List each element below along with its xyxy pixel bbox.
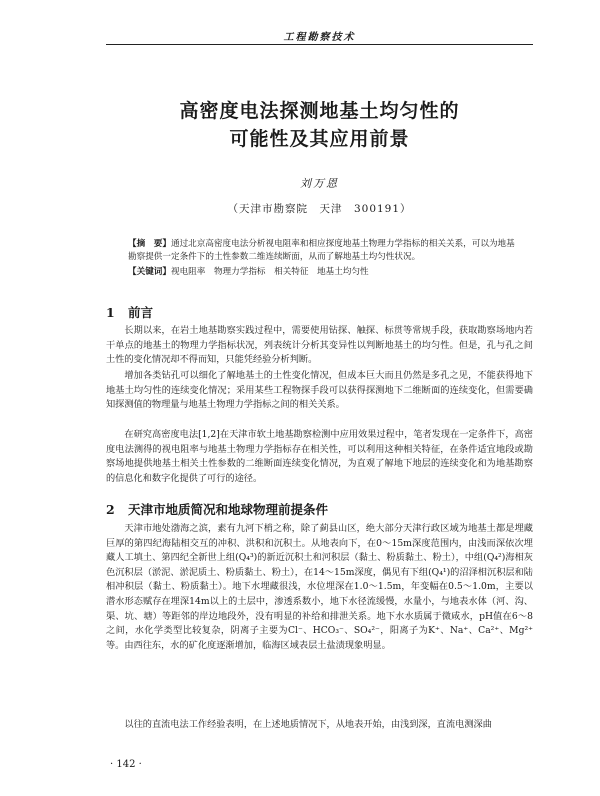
abstract bbox=[128, 238, 520, 264]
section-1-paragraph-3: 在研究高密度电法[1,2]在天津市软土地基勘察检测中应用效果过程中，笔者发现在一定条件下，高密度电法测得的视电阻率与地基土物理力学指标存在相关性，可以利用这种相关特征，在条件适宜地段或勘察场地提供地基土相关土性参数的二维断面连续变化情况，为直观了解地下地层的连续变化和为地基勘察的信息化和数字化提供了可行的途径。 bbox=[106, 429, 533, 484]
section-1-paragraph-2: 增加各类钻孔可以细化了解地基土的土性变化情况，但成本巨大而且仍然是多孔之见，不能获得地下地基土均匀性的连续变化情况；采用某些工程物探手段可以获得探测地下二维断面的连续变化，但需要确知探测值的物理量与地基土物理力学指标之间的相关关系。 bbox=[106, 370, 533, 411]
section-1-heading bbox=[106, 303, 153, 321]
abstract-tag: 【摘 要】 bbox=[128, 239, 171, 249]
section-2-paragraph-1: 天津市地处渤海之滨，素有九河下梢之称，除了蓟县山区，绝大部分天津行政区域为地基土都是埋藏巨厚的第四纪海陆相交互的冲积、洪积和沉积土。从地表向下，在0～15m深度范围内，由浅而深依次埋藏人工填土、第四纪全新世上组(Q₄³)的新近沉积土和河积层（黏土、粉质黏土、粉土），中组(Q₄²)海相灰色沉积层（淤泥、淤泥质土、粉质黏土、粉土），在14～15m深度，偶见有下组(Q₄¹)的沼泽相沉积层和陆相冲积层（黏土、粉质黏土）。地下水埋藏很浅，水位埋深在1.0～1.5m，年变幅在0.5～1.0m，主要以潜水形态赋存在埋深14m以上的土层中，渗透系数小，地下水径流缓慢，水量小，与地表水体（河、沟、渠、坑、塘）等距邻的岸边地段外，没有明显的补给和排泄关系。地下水水质属于微咸水，pH值在6～8之间，水化学类型比较复杂，阴离子主要为Cl⁻、HCO₃⁻、SO₄²⁻，阳离子为K⁺、Na⁺、Ca²⁺、Mg²⁺等。由西往东，水的矿化度逐渐增加，临海区域表层土盐渍现象明显。 bbox=[106, 523, 533, 651]
page-number: · 142 · bbox=[110, 759, 142, 770]
paper-title-line-2: 可能性及其应用前景 bbox=[229, 128, 410, 150]
section-2-heading bbox=[106, 500, 328, 518]
running-header: 工程勘察技术 bbox=[283, 32, 356, 43]
paper-title-line-1: 高密度电法探测地基土均匀性的 bbox=[179, 100, 460, 122]
header-divider bbox=[106, 44, 533, 45]
section-1-paragraph-1: 长期以来，在岩土地基勘察实践过程中，需要使用钻探、触探、标贯等常规手段，获取勘察场地内若干单点的地基土的物理力学指标状况，列表统计分析其变异性以判断地基土的均匀性。但是，孔与孔之间土性的变化情况却不得而知，只能凭经验分析判断。 bbox=[106, 325, 533, 366]
keywords bbox=[128, 266, 520, 279]
section-1-title: 前言 bbox=[128, 305, 154, 320]
section-2-title: 天津市地质简况和地球物理前提条件 bbox=[128, 502, 329, 517]
keywords-text: 视电阻率 物理力学指标 相关特征 地基土均匀性 bbox=[170, 267, 369, 277]
author-name: 刘万恩 bbox=[300, 177, 339, 190]
section-2-number: 2 bbox=[106, 502, 115, 517]
author-affiliation: （天津市勘察院 天津 300191） bbox=[227, 203, 412, 215]
abstract-text: 通过北京高密度电法分析视电阻率和相应探度地基土物理力学指标的相关关系，可以为地基勘察提供一定条件下的土性参数二维连续断面，从而了解地基土均匀性状况。 bbox=[128, 239, 515, 262]
keywords-tag: 【关键词】 bbox=[128, 267, 171, 277]
section-2-paragraph-2: 以往的直流电法工作经验表明，在上述地质情况下，从地表开始，由浅到深，直流电测深曲 bbox=[124, 719, 492, 730]
section-1-number: 1 bbox=[106, 305, 115, 320]
